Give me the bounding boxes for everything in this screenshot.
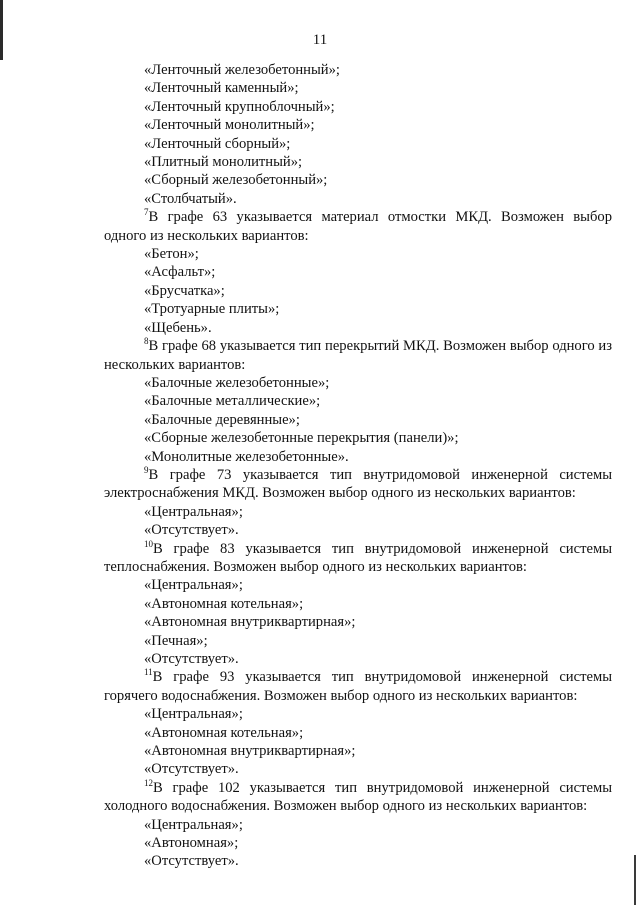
- list-item: «Плитный монолитный»;: [144, 154, 303, 171]
- list-item: «Автономная котельная»;: [144, 724, 304, 741]
- list-item: «Центральная»;: [144, 503, 243, 520]
- footnote-text: В графе 63 указывается материал отмостки МКД. Возможен выбор одного из нескольких вариантов:: [104, 209, 612, 244]
- list-item: «Ленточный крупноблочный»;: [144, 98, 335, 115]
- list-item: «Балочные деревянные»;: [144, 411, 300, 428]
- footnote-paragraph: [104, 208, 612, 245]
- footnote-text: В графе 102 указывается тип внутридомовой инженерной системы холодного водоснабжения. Возможен выбор одного из нескольких вариантов:: [104, 779, 612, 815]
- list-item: «Щебень».: [144, 319, 212, 336]
- list-item: «Центральная»;: [144, 577, 243, 594]
- footnote-number: 8: [144, 336, 149, 347]
- list-item: «Монолитные железобетонные».: [144, 448, 349, 465]
- list-item: «Отсутствует».: [144, 761, 239, 778]
- footnote-number: 11: [144, 667, 153, 678]
- list-item: «Асфальт»;: [144, 264, 216, 281]
- footnote-text: В графе 83 указывается тип внутридомовой инженерной системы теплоснабжения. Возможен выбор одного из нескольких вариантов:: [104, 540, 612, 575]
- document-body: [104, 61, 612, 871]
- footnote-text: В графе 68 указывается тип перекрытий МКД. Возможен выбор одного из нескольких вариантов:: [104, 338, 612, 373]
- list-item: «Сборные железобетонные перекрытия (панели)»;: [144, 430, 459, 447]
- footnote-number: 12: [144, 777, 153, 788]
- list-item: «Центральная»;: [144, 816, 243, 833]
- list-item: «Ленточный каменный»;: [144, 80, 299, 97]
- footnote-paragraph: [104, 337, 612, 374]
- list-item: «Отсутствует».: [144, 522, 239, 539]
- footnote-number: 10: [144, 538, 153, 549]
- list-item: «Автономная внутриквартирная»;: [144, 743, 356, 760]
- list-item: «Тротуарные плиты»;: [144, 301, 280, 318]
- footnote-text: В графе 73 указывается тип внутридомовой инженерной системы электроснабжения МКД. Возможен выбор одного из нескольких вариантов:: [104, 466, 612, 502]
- list-item: «Ленточный монолитный»;: [144, 117, 315, 134]
- list-item: «Ленточный железобетонный»;: [144, 62, 340, 78]
- footnote-paragraph: [104, 466, 612, 503]
- scan-edge-right: [634, 855, 636, 905]
- list-item: «Бетон»;: [144, 246, 199, 263]
- list-item: «Отсутствует».: [144, 853, 239, 870]
- list-item: «Автономная внутриквартирная»;: [144, 614, 356, 631]
- list-item: «Брусчатка»;: [144, 282, 225, 299]
- list-item: «Центральная»;: [144, 706, 243, 723]
- footnote-number: 7: [144, 207, 149, 218]
- page-number: 11: [312, 32, 328, 48]
- list-item: «Ленточный сборный»;: [144, 135, 291, 152]
- list-item: «Балочные металлические»;: [144, 393, 321, 410]
- list-item: «Автономная котельная»;: [144, 595, 304, 612]
- list-item: «Отсутствует».: [144, 651, 239, 667]
- footnote-paragraph: [104, 540, 612, 577]
- footnote-number: 9: [144, 464, 149, 475]
- list-item: «Столбчатый».: [144, 190, 237, 207]
- footnote-paragraph: [104, 779, 612, 816]
- list-item: «Балочные железобетонные»;: [144, 374, 330, 391]
- list-item: «Автономная»;: [144, 835, 239, 852]
- footnote-paragraph: [104, 668, 612, 705]
- list-item: «Печная»;: [144, 632, 208, 649]
- footnote-text: В графе 93 указывается тип внутридомовой инженерной системы горячего водоснабжения. Возможен выбор одного из нескольких вариантов:: [104, 669, 612, 704]
- scan-edge-left: [0, 0, 3, 60]
- list-item: «Сборный железобетонный»;: [144, 172, 328, 189]
